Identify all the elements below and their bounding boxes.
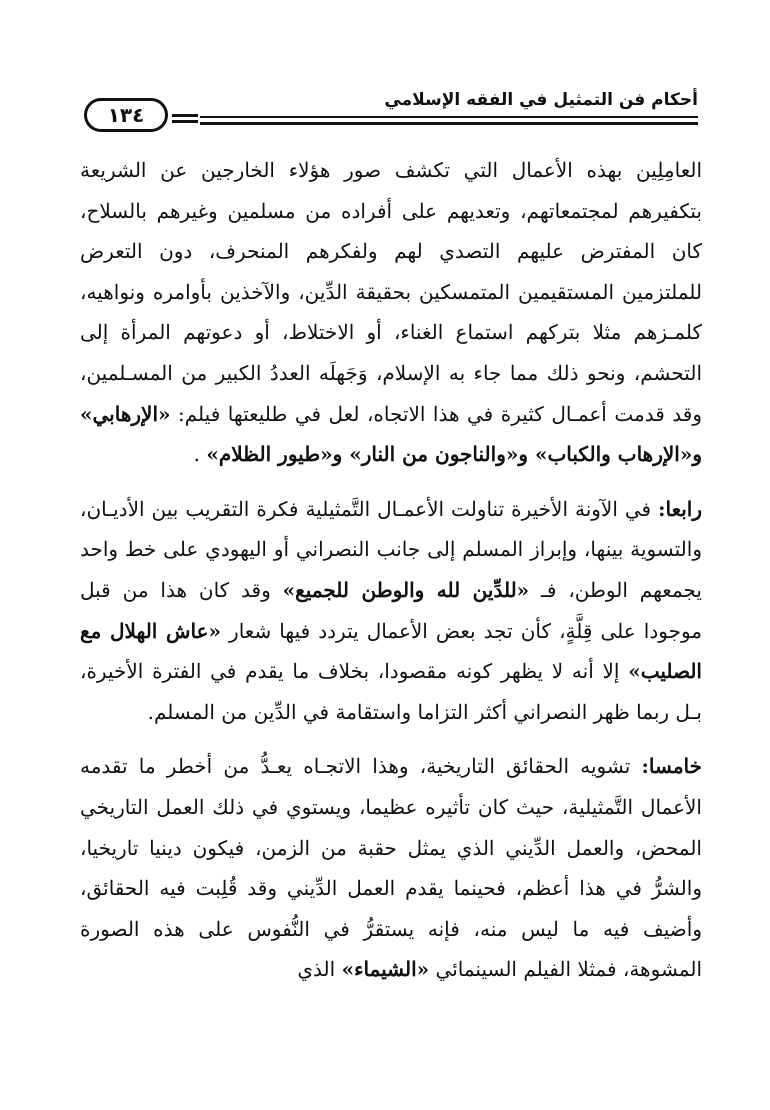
text-run: . xyxy=(193,442,207,467)
section-lead: خامسا: xyxy=(641,754,702,779)
paragraph xyxy=(80,150,702,475)
section-lead: رابعا: xyxy=(658,496,702,521)
paragraph xyxy=(80,489,702,733)
text-run: الذي xyxy=(297,957,342,982)
page-number-ornament xyxy=(172,114,198,117)
page-number: ١٣٤ xyxy=(107,103,145,127)
paragraph xyxy=(80,746,702,990)
page-number-badge xyxy=(80,94,200,138)
text-run: تشويه الحقائق التاريخية، وهذا الاتجـاه يعـدُّ من أخطر ما تقدمه الأعمال التَّمثيلية، حيث كان تأثيره عظيما، ويستوي في ذلك العمل التاريخي المحض، والعمل الدِّيني الذي يمثل حقبة من الزمن، فيكون دينيا تاريخيا، والشرُّ في هذا أعظم، فحينما يقدم العمل الدِّيني وقد قُلِبت فيه الحقائق، وأضيف فيه ما ليس منه، فإنه يستقرُّ في النُّفوس على هذه الصورة المشوهة، فمثلا الفيلم السينمائي xyxy=(80,754,702,982)
text-run: وقد كان هذا من قبل موجودا على قِلَّةٍ، كأن تجد بعض الأعمال يتردد فيها شعار xyxy=(80,577,702,643)
film-title: «الشيماء» xyxy=(341,957,430,982)
running-title: أحكام فن التمثيل في الفقه الإسلامي xyxy=(384,90,698,110)
page-number-oval xyxy=(84,98,168,132)
page-number-ornament xyxy=(172,120,198,123)
text-run: العامِلِين بهذه الأعمال التي تكشف صور هؤلاء الخارجين عن الشريعة بتكفيرهم لمجتمعاتهم، وتعديهم على أفراده من مسلمين وغيرهم بالسلاح، كان المفترض عليهم التصدي لهم ولفكرهم المنحرف، دون التعرض للملتزمين المستقيمين المتمسكين بحقيقة الدِّين، والآخذين بأوامره ونواهيه، كلمـزهم مثلا بتركهم استماع الغناء، أو الاختلاط، أو دعوتهم المرأة إلى التحشم، ونحو ذلك مما جاء به الإسلام، وَجَهلَه العددُ الكبير من المسـلمين، وقد قدمت أعمـال كثيرة في هذا الاتجاه، لعل في طليعتها فيلم: xyxy=(80,158,702,426)
film-titles: «الإرهابي» و«الإرهاب والكباب» و«والناجون من النار» و«طيور الظلام» xyxy=(80,401,702,467)
quoted-slogan: «للدِّين لله والوطن للجميع» xyxy=(282,577,530,602)
text-run: في الآونة الأخيرة تناولت الأعمـال التَّمثيلية فكرة التقريب بين الأديـان، والتسوية بينها، وإبراز المسلم إلى جانب النصراني أو اليهودي على خط واحد يجمعهم الوطن، فـ xyxy=(80,496,702,602)
text-run: إلا أنه لا يظهر كونه مقصودا، بخلاف ما يقدم في الفترة الأخيرة، بـل ربما ظهر النصراني أكثر التزاما واستقامة في الدِّين من المسلم. xyxy=(80,659,702,724)
page-header xyxy=(80,80,698,140)
body-text xyxy=(80,150,702,990)
quoted-slogan: «عاش الهلال مع الصليب» xyxy=(80,618,702,684)
